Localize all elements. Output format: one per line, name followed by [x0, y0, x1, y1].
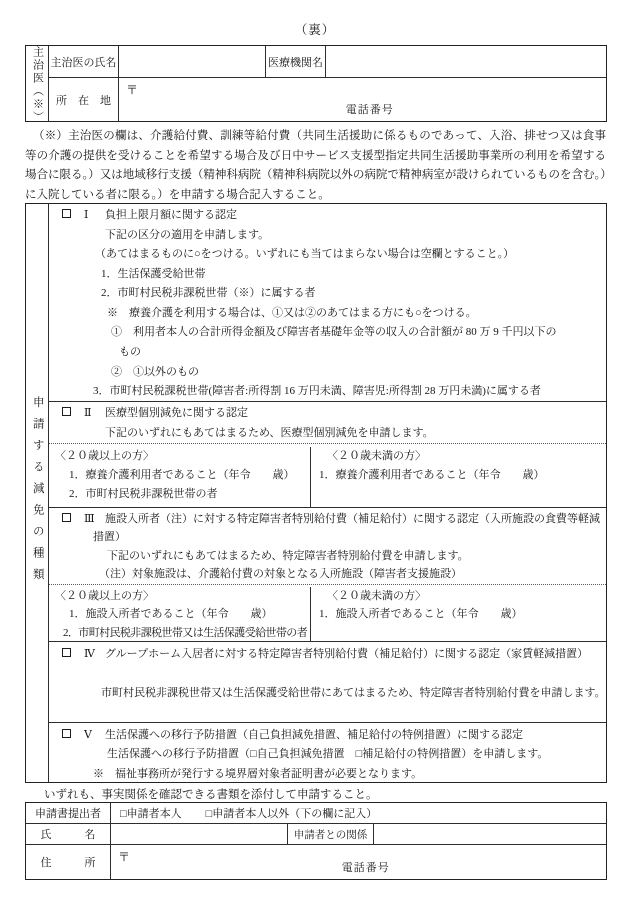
submitter-name-label: 氏 名	[26, 824, 111, 844]
exemption-side-label: 申請する減免の種類	[31, 396, 44, 590]
doctor-side-label: 主治医（※）	[31, 46, 44, 124]
section-3-numeral: Ⅲ	[84, 512, 95, 525]
medical-org-input[interactable]	[326, 46, 606, 77]
doctor-address-label: 所 在 地	[49, 78, 119, 121]
option-line-1[interactable]: 1．生活保護受給世帯	[101, 267, 206, 280]
page-side-title: （裏）	[294, 23, 336, 37]
age-under20-column	[311, 447, 606, 507]
section-1-numeral: Ⅰ	[84, 209, 89, 221]
section-line: （あてはまるものに○をつける。いずれにも当てはまらない場合は空欄とすること。）	[95, 248, 515, 261]
section-3-title: 施設入所者（注）に対する特定障害者特別給付費（補足給付）に関する認定（入所施設の食費等軽減措置）	[93, 512, 600, 544]
submitter-row	[26, 803, 606, 823]
section-4-numeral: Ⅳ	[84, 647, 95, 660]
section-note-line: ※ 福祉事務所が発行する境界層対象者証明書が必要となります。	[93, 767, 423, 780]
option-line-continuation: もの	[119, 346, 141, 359]
column-heading: 〈２０歳未満の方〉	[327, 589, 426, 602]
section-note-line: （注）対象施設は、介護給付費の対象となる入所施設（障害者支援施設）	[99, 568, 462, 581]
checkbox-icon[interactable]	[62, 513, 71, 522]
age-columns	[49, 443, 606, 507]
checkbox-option-applicant-self[interactable]: □申請者本人	[120, 808, 182, 820]
postal-mark-icon: 〒	[118, 850, 131, 864]
doctor-name-label: 主治医の氏名	[49, 46, 119, 77]
relation-input[interactable]	[374, 824, 606, 844]
section-1-title: 負担上限月額に関する認定	[105, 209, 237, 221]
checkbox-option-self-burden[interactable]: □自己負担減免措置	[250, 748, 345, 760]
exemption-table-main	[49, 204, 606, 782]
option-line-3[interactable]: 3．市町村民税課税世帯(障害者:所得割 16 万円未満、障害児:所得割 28 万円未満)に属する者	[93, 385, 541, 398]
section-3-header	[49, 510, 606, 547]
section-5-header	[49, 726, 606, 746]
section-2-title: 医療型個別減免に関する認定	[105, 407, 248, 419]
address-row	[26, 844, 606, 879]
column-heading: 〈２０歳未満の方〉	[327, 449, 426, 462]
option-line-2[interactable]: 2．市町村民税非課税世帯（※）に属する者	[101, 287, 316, 300]
checkbox-option-supplement[interactable]: □補足給付の特例措置	[355, 748, 462, 760]
option-line-circle-1[interactable]: ① 利用者本人の合計所得金額及び障害者基礎年金等の収入の合計額が 80 万 9 千円以下の	[111, 326, 557, 339]
section-line: ※ 療養介護を利用する場合は、①又は②のあてはまる方にも○をつける。	[107, 306, 477, 319]
section-3	[49, 507, 606, 641]
age-under20-column	[311, 587, 606, 641]
section-5	[49, 722, 606, 785]
submitter-options	[111, 803, 606, 823]
measure-text-pre: 生活保護への移行予防措置（	[107, 748, 250, 760]
postal-mark-icon: 〒	[126, 83, 139, 97]
condition-line: 1．療養介護利用者であること（年令 歳）	[319, 468, 545, 481]
section-line: 下記のいずれにもあてはまるため、医療型個別減免を申請します。	[105, 426, 434, 439]
section-1-header	[49, 206, 606, 226]
doctor-table	[25, 45, 607, 122]
section-2	[49, 401, 606, 507]
section-2-numeral: Ⅱ	[84, 407, 92, 419]
column-heading: 〈２０歳以上の方〉	[55, 589, 154, 602]
condition-line: 1．施設入所者であること（年令 歳）	[319, 608, 523, 621]
section-2-header	[49, 404, 606, 424]
section-line: 市町村民税非課税世帯又は生活保護受給世帯にあてはまるため、特定障害者特別給付費を申請します。	[101, 686, 606, 699]
relation-label: 申請者との関係	[288, 824, 374, 844]
doctor-row-name	[49, 46, 606, 78]
age-over20-column	[49, 447, 311, 507]
condition-line: 2．市町村民税非課税世帯の者	[69, 487, 218, 500]
section-5-title: 生活保護への移行予防措置（自己負担減免措置、補足給付の特例措置）に関する認定	[105, 728, 523, 741]
doctor-address-input[interactable]	[119, 78, 606, 121]
submitter-address-input[interactable]	[111, 845, 606, 879]
name-row	[26, 823, 606, 844]
exemption-side-cell	[26, 204, 49, 782]
submitter-phone-label: 電話番号	[341, 862, 390, 874]
age-columns	[49, 584, 606, 641]
exemption-table	[25, 203, 607, 783]
doctor-name-input[interactable]	[119, 46, 266, 77]
attach-documents-note: いずれも、事実関係を確認できる書類を添付して申請すること。	[44, 789, 378, 801]
doctor-table-main	[49, 46, 606, 121]
submitter-label: 申請書提出者	[26, 803, 111, 823]
measure-text-post: ）を申請します。	[461, 748, 549, 760]
checkbox-icon[interactable]	[62, 407, 71, 416]
section-line	[49, 745, 606, 765]
condition-line: 2．市町村民税非課税世帯又は生活保護受給世帯の者	[63, 626, 308, 639]
doctor-field-note: （※）主治医の欄は、介護給付費、訓練等給付費（共同生活援助に係るものであって、入浴、排せつ又は食事等の介護の提供を受けることを希望する場合及び日中サービス支援型指定共同生活援助事業所の利用を希望する場合に限る。）又は地域移行支援（精神科病院（精神科病院以外の病院で精神病室が設けられているものを含む。）に入院している者に限る。）を申請する場合記入すること。	[25, 130, 606, 201]
option-line-circle-2[interactable]: ② ①以外のもの	[111, 365, 199, 378]
section-4-header	[49, 645, 606, 684]
checkbox-icon[interactable]	[62, 729, 71, 738]
submitter-name-input[interactable]	[111, 824, 288, 844]
doctor-phone-label: 電話番号	[345, 104, 394, 116]
condition-line: 1．療養介護利用者であること（年令 歳）	[69, 468, 295, 481]
age-over20-column	[49, 587, 311, 641]
section-1	[49, 204, 606, 401]
medical-org-label: 医療機関名	[266, 46, 326, 77]
checkbox-icon[interactable]	[62, 648, 71, 657]
doctor-side-cell	[26, 46, 49, 124]
section-5-numeral: Ⅴ	[84, 728, 92, 741]
column-heading: 〈２０歳以上の方〉	[55, 449, 154, 462]
checkbox-option-applicant-other[interactable]: □申請者本人以外（下の欄に記入）	[205, 808, 378, 820]
section-line: 下記の区分の適用を申請します。	[105, 228, 270, 241]
section-4	[49, 641, 606, 722]
condition-line: 1．施設入所者であること（年令 歳）	[69, 608, 273, 621]
checkbox-icon[interactable]	[62, 209, 71, 218]
submitter-address-label: 住 所	[26, 845, 111, 879]
section-4-title: グループホーム入居者に対する特定障害者特別給付費（補足給付）に関する認定（家賃軽減措置）	[105, 647, 589, 660]
section-line: 下記のいずれにもあてはまるため、特定障害者特別給付費を申請します。	[107, 549, 469, 562]
submitter-table	[25, 802, 607, 880]
doctor-row-address	[49, 78, 606, 121]
